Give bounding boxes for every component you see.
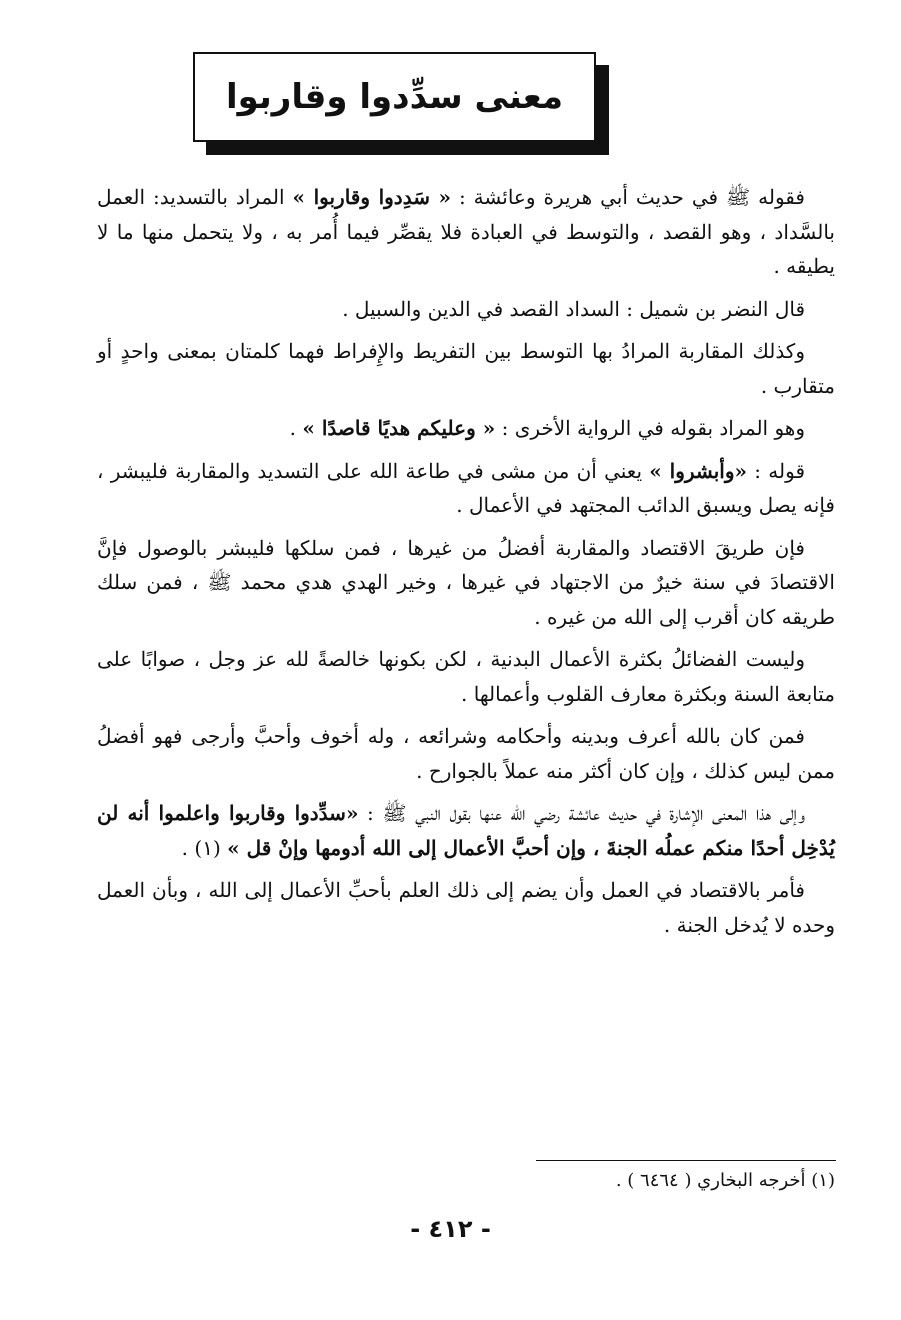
footnote: (١) أخرجه البخاري ( ٦٤٦٤ ) . bbox=[615, 1170, 835, 1191]
paragraph-4: وهو المراد بقوله في الرواية الأخرى : « وعليكم هديًا قاصدًا » . bbox=[289, 416, 805, 440]
paragraph-9: وإلى هذا المعنى الإشارة في حديث عائشة رضي الله عنها بقول النبي ﷺ : «سدِّدوا وقاربوا واعلموا أنه لن يُدْخِل أحدًا منكم عملُه الجنةَ ، وإن أحبَّ الأعمال إلى الله أدومها وإنْ قل » (١) . bbox=[97, 801, 835, 860]
paragraph-3: وكذلك المقاربة المرادُ بها التوسط بين التفريط والإِفراط فهما كلمتان بمعنى واحدٍ أو متقارب . bbox=[97, 339, 835, 398]
paragraph-6: فإن طريقَ الاقتصاد والمقاربة أفضلُ من غيرها ، فمن سلكها فليبشر بالوصول فإنَّ الاقتصادَ في سنة خيرٌ من الاجتهاد في غيرها ، وخير الهدي هدي محمد ﷺ ، فمن سلك طريقه كان أقرب إلى الله من غيره . bbox=[97, 535, 835, 629]
paragraph-1: فقوله ﷺ في حديث أبي هريرة وعائشة : « سَدِدوا وقاربوا » المراد بالتسديد: العمل بالسَّداد ، وهو القصد ، والتوسط في العبادة فلا يقصِّر فيما أُمر به ، ولا يتحمل منها ما لا يطيقه . bbox=[97, 185, 835, 278]
paragraph-10: فأمر بالاقتصاد في العمل وأن يضم إلى ذلك العلم بأحبِّ الأعمال إلى الله ، وبأن العمل وحده لا يُدخل الجنة . bbox=[97, 878, 835, 937]
page-title: معنى سدِّدوا وقاربوا bbox=[226, 77, 563, 117]
footnote-divider bbox=[536, 1160, 836, 1161]
hadith-quote: «سدِّدوا وقاربوا واعلموا أنه لن يُدْخِل أحدًا منكم عملُه الجنةَ ، وإن أحبَّ الأعمال إلى الله أدومها وإنْ قل » bbox=[97, 801, 835, 860]
page-number: - ٤١٢ - bbox=[410, 1215, 491, 1243]
paragraph-5: قوله : «وأبشروا » يعني أن من مشى في طاعة الله على التسديد والمقاربة فليبشر ، فإنه يصل ويسبق الدائب المجتهد في الأعمال . bbox=[97, 458, 835, 517]
title-box bbox=[193, 52, 596, 142]
paragraph-8: فمن كان بالله أعرف وبدينه وأحكامه وشرائعه ، وله أخوف وأحبَّ وأرجى فهو أفضلُ ممن ليس كذلك ، وإن كان أكثر منه عملاً بالجوارح . bbox=[97, 724, 835, 783]
body-text bbox=[97, 180, 835, 950]
hadith-quote: « وعليكم هديًا قاصدًا » bbox=[302, 416, 496, 440]
paragraph-7: وليست الفضائلُ بكثرة الأعمال البدنية ، لكن بكونها خالصةً لله عز وجل ، صوابًا على متابعة السنة وبكثرة معارف القلوب وأعمالها . bbox=[97, 647, 835, 706]
hadith-quote: « سَدِدوا وقاربوا » bbox=[292, 185, 452, 209]
hadith-quote: «وأبشروا » bbox=[649, 458, 748, 483]
paragraph-2: قال النضر بن شميل : السداد القصد في الدين والسبيل . bbox=[342, 296, 805, 321]
